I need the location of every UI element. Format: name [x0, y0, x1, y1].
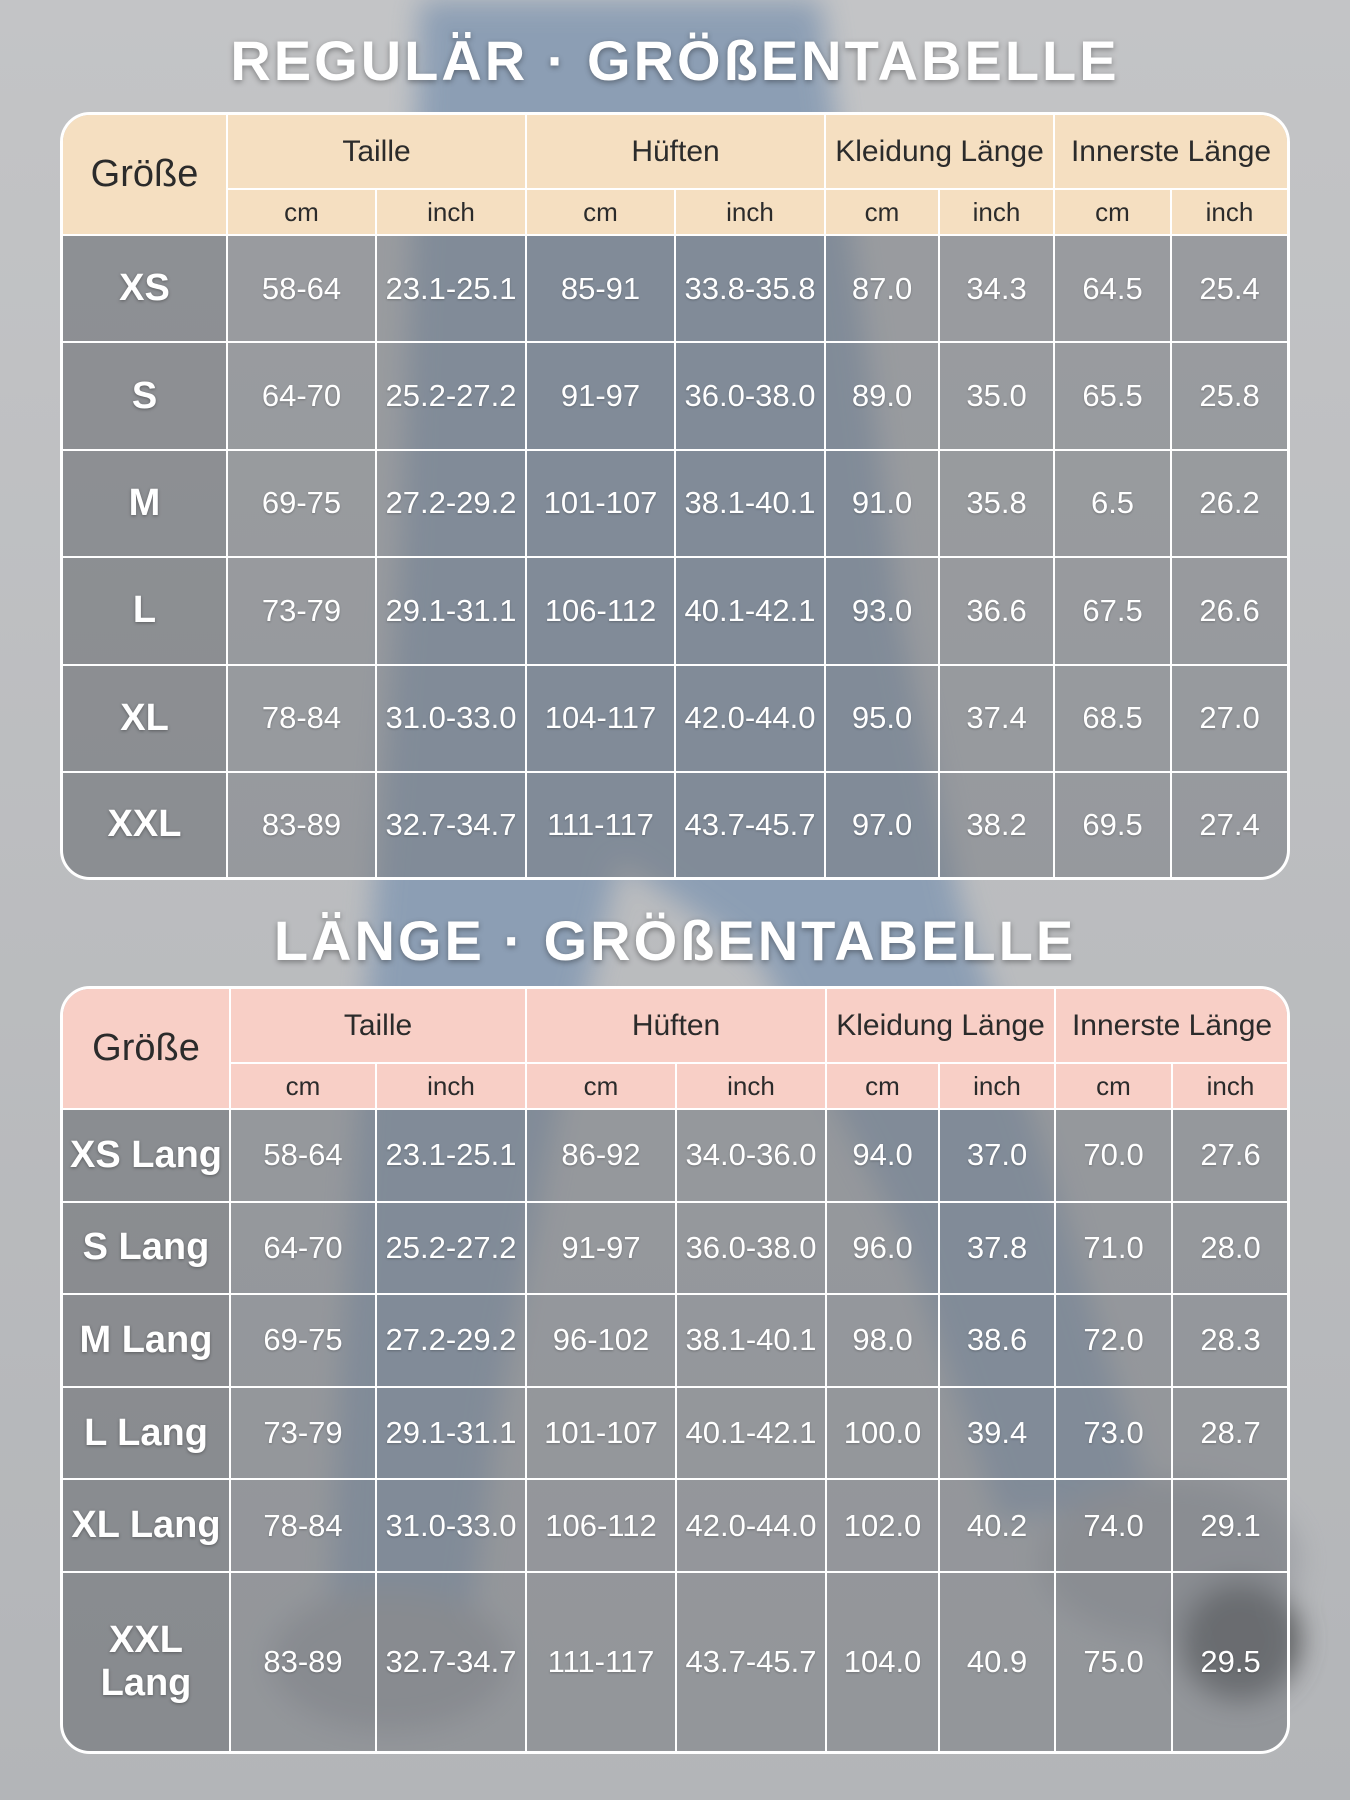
table-row	[63, 235, 1287, 342]
unit-header: inch	[376, 1063, 526, 1109]
inseam-length-header: Innerste Länge	[1054, 115, 1287, 189]
table-row	[63, 1572, 1288, 1751]
table-cell: 86-92	[526, 1109, 676, 1202]
table-row	[63, 1202, 1288, 1295]
table-cell: 106-112	[526, 1479, 676, 1572]
table-cell: 29.5	[1172, 1572, 1288, 1751]
table-row	[63, 450, 1287, 557]
table-cell: 101-107	[526, 1387, 676, 1480]
table-cell: 73.0	[1055, 1387, 1172, 1480]
size-label: M Lang	[63, 1294, 230, 1387]
table-cell: 37.4	[939, 665, 1054, 772]
size-label: XL	[63, 665, 227, 772]
table-cell: 29.1	[1172, 1479, 1288, 1572]
table-cell: 67.5	[1054, 557, 1171, 664]
long-size-table	[60, 986, 1290, 1754]
table-cell: 106-112	[526, 557, 675, 664]
table-cell: 31.0-33.0	[376, 665, 526, 772]
table-cell: 74.0	[1055, 1479, 1172, 1572]
table-row	[63, 772, 1287, 877]
table-cell: 97.0	[825, 772, 939, 877]
table-cell: 58-64	[230, 1109, 376, 1202]
table-cell: 29.1-31.1	[376, 557, 526, 664]
unit-header: inch	[676, 1063, 826, 1109]
table-cell: 75.0	[1055, 1572, 1172, 1751]
table-cell: 83-89	[230, 1572, 376, 1751]
table-cell: 91.0	[825, 450, 939, 557]
table-cell: 28.3	[1172, 1294, 1288, 1387]
table-cell: 69-75	[230, 1294, 376, 1387]
table-cell: 98.0	[826, 1294, 939, 1387]
garment-length-header: Kleidung Länge	[825, 115, 1054, 189]
unit-header: cm	[230, 1063, 376, 1109]
table-cell: 96.0	[826, 1202, 939, 1295]
table-row	[63, 342, 1287, 449]
garment-length-header: Kleidung Länge	[826, 989, 1055, 1063]
table-cell: 6.5	[1054, 450, 1171, 557]
table-cell: 104.0	[826, 1572, 939, 1751]
table-cell: 36.6	[939, 557, 1054, 664]
table-cell: 38.2	[939, 772, 1054, 877]
table-cell: 43.7-45.7	[676, 1572, 826, 1751]
unit-header: cm	[825, 189, 939, 235]
size-label: XXL Lang	[63, 1572, 230, 1751]
size-label: XXL	[63, 772, 227, 877]
table-cell: 27.6	[1172, 1109, 1288, 1202]
table-row	[63, 1294, 1288, 1387]
regular-size-table	[60, 112, 1290, 880]
table-cell: 38.1-40.1	[676, 1294, 826, 1387]
table-cell: 26.2	[1171, 450, 1287, 557]
table-cell: 91-97	[526, 342, 675, 449]
table-cell: 23.1-25.1	[376, 1109, 526, 1202]
table-cell: 83-89	[227, 772, 376, 877]
waist-header: Taille	[230, 989, 526, 1063]
table-cell: 65.5	[1054, 342, 1171, 449]
table-cell: 70.0	[1055, 1109, 1172, 1202]
table-cell: 69.5	[1054, 772, 1171, 877]
table-cell: 27.4	[1171, 772, 1287, 877]
unit-header: cm	[227, 189, 376, 235]
size-label: XS Lang	[63, 1109, 230, 1202]
table-cell: 89.0	[825, 342, 939, 449]
unit-header: inch	[939, 1063, 1055, 1109]
table-cell: 27.2-29.2	[376, 450, 526, 557]
table-cell: 36.0-38.0	[676, 1202, 826, 1295]
table-cell: 23.1-25.1	[376, 235, 526, 342]
table-row	[63, 557, 1287, 664]
inseam-length-header: Innerste Länge	[1055, 989, 1288, 1063]
long-size-chart-title: LÄNGE · GRÖßENTABELLE	[273, 909, 1077, 972]
unit-header: cm	[826, 1063, 939, 1109]
table-cell: 85-91	[526, 235, 675, 342]
size-label: XS	[63, 235, 227, 342]
table-cell: 40.9	[939, 1572, 1055, 1751]
table-cell: 58-64	[227, 235, 376, 342]
table-cell: 95.0	[825, 665, 939, 772]
unit-header: cm	[526, 1063, 676, 1109]
table-cell: 91-97	[526, 1202, 676, 1295]
table-cell: 34.3	[939, 235, 1054, 342]
table-cell: 25.2-27.2	[376, 342, 526, 449]
table-cell: 26.6	[1171, 557, 1287, 664]
table-cell: 64-70	[230, 1202, 376, 1295]
size-label: S Lang	[63, 1202, 230, 1295]
table-cell: 94.0	[826, 1109, 939, 1202]
size-label: L Lang	[63, 1387, 230, 1480]
table-cell: 37.0	[939, 1109, 1055, 1202]
table-row	[63, 1479, 1288, 1572]
table-cell: 102.0	[826, 1479, 939, 1572]
table-cell: 28.7	[1172, 1387, 1288, 1480]
table-cell: 38.1-40.1	[675, 450, 825, 557]
size-column-header: Größe	[63, 115, 227, 235]
table-cell: 71.0	[1055, 1202, 1172, 1295]
unit-header: cm	[1055, 1063, 1172, 1109]
table-cell: 111-117	[526, 1572, 676, 1751]
size-column-header: Größe	[63, 989, 230, 1109]
table-cell: 40.1-42.1	[676, 1387, 826, 1480]
table-cell: 28.0	[1172, 1202, 1288, 1295]
table-cell: 69-75	[227, 450, 376, 557]
table-cell: 72.0	[1055, 1294, 1172, 1387]
table-cell: 25.2-27.2	[376, 1202, 526, 1295]
unit-header: inch	[1171, 189, 1287, 235]
table-cell: 27.2-29.2	[376, 1294, 526, 1387]
table-cell: 36.0-38.0	[675, 342, 825, 449]
table-cell: 68.5	[1054, 665, 1171, 772]
table-cell: 78-84	[227, 665, 376, 772]
table-cell: 35.8	[939, 450, 1054, 557]
table-cell: 93.0	[825, 557, 939, 664]
table-row	[63, 1109, 1288, 1202]
unit-header: inch	[939, 189, 1054, 235]
waist-header: Taille	[227, 115, 526, 189]
table-cell: 42.0-44.0	[675, 665, 825, 772]
unit-header: cm	[526, 189, 675, 235]
table-cell: 32.7-34.7	[376, 1572, 526, 1751]
size-label: XL Lang	[63, 1479, 230, 1572]
hips-header: Hüften	[526, 115, 825, 189]
table-cell: 64-70	[227, 342, 376, 449]
table-cell: 38.6	[939, 1294, 1055, 1387]
unit-header: inch	[675, 189, 825, 235]
table-cell: 33.8-35.8	[675, 235, 825, 342]
size-label: M	[63, 450, 227, 557]
table-row	[63, 665, 1287, 772]
table-cell: 31.0-33.0	[376, 1479, 526, 1572]
table-cell: 100.0	[826, 1387, 939, 1480]
table-cell: 78-84	[230, 1479, 376, 1572]
table-cell: 73-79	[227, 557, 376, 664]
table-row	[63, 1387, 1288, 1480]
table-cell: 101-107	[526, 450, 675, 557]
table-cell: 37.8	[939, 1202, 1055, 1295]
table-cell: 32.7-34.7	[376, 772, 526, 877]
table-cell: 39.4	[939, 1387, 1055, 1480]
table-cell: 87.0	[825, 235, 939, 342]
size-label: L	[63, 557, 227, 664]
table-cell: 73-79	[230, 1387, 376, 1480]
table-cell: 25.8	[1171, 342, 1287, 449]
table-cell: 29.1-31.1	[376, 1387, 526, 1480]
unit-header: cm	[1054, 189, 1171, 235]
regular-size-chart-title: REGULÄR · GRÖßENTABELLE	[230, 29, 1120, 92]
table-cell: 40.2	[939, 1479, 1055, 1572]
table-cell: 35.0	[939, 342, 1054, 449]
unit-header: inch	[1172, 1063, 1288, 1109]
table-cell: 64.5	[1054, 235, 1171, 342]
table-cell: 27.0	[1171, 665, 1287, 772]
table-cell: 96-102	[526, 1294, 676, 1387]
unit-header: inch	[376, 189, 526, 235]
table-cell: 111-117	[526, 772, 675, 877]
table-cell: 40.1-42.1	[675, 557, 825, 664]
table-cell: 104-117	[526, 665, 675, 772]
table-cell: 25.4	[1171, 235, 1287, 342]
table-cell: 34.0-36.0	[676, 1109, 826, 1202]
table-cell: 42.0-44.0	[676, 1479, 826, 1572]
table-cell: 43.7-45.7	[675, 772, 825, 877]
size-label: S	[63, 342, 227, 449]
hips-header: Hüften	[526, 989, 826, 1063]
